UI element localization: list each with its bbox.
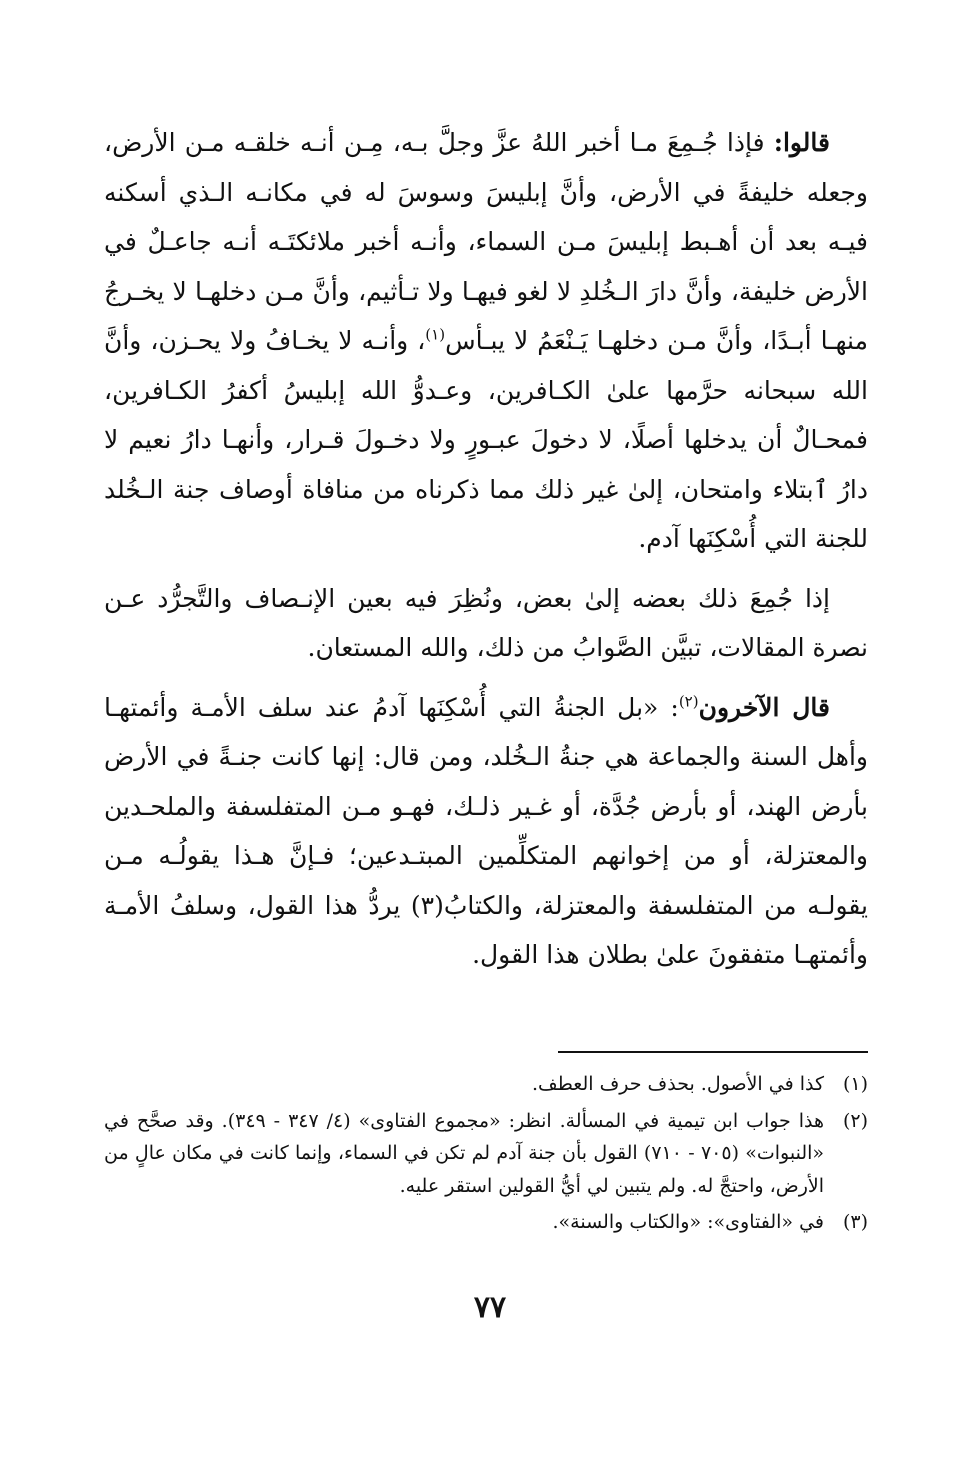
footnote-number: (١) — [842, 1073, 868, 1095]
footnote-text: هذا جواب ابن تيمية في المسألة. انظر: «مجموع الفتاوى» (٤/ ٣٤٧ - ٣٤٩). وقد صحَّح في «النبوات» (٧٠٥ - ٧١٠) القول بأن جنة آدم لم تكن في السماء، وإنما كانت في مكان عالٍ من الأرض، واحتجَّ له. ولم يتبين لي أيُّ القولين استقر عليه. — [104, 1109, 825, 1197]
footnotes — [104, 1068, 868, 1243]
footnote-text: كذا في الأصول. بحذف حرف العطف. — [532, 1073, 824, 1095]
paragraph-text-continued: ، وأنـه لا يخـافُ ولا يحـزن، وأنَّ الله سبحانه حرَّمها علىٰ الكـافرين، وعـدوُّ الله إبليسُ أكفرُ الكـافرين، فمحـالٌ أن يدخلها أصلًا، لا دخولَ عبـورٍ ولا دخـولَ قـرار، وأنهـا دارُ نعيم لا دارُ ٱبتلاء وامتحان، إلىٰ غير ذلك مما ذكرناه من منافاة أوصاف جنة الـخُلد للجنة التي أُسْكِنَها آدم. — [104, 326, 868, 553]
paragraph-text: فإذا جُـمِعَ مـا أخبر اللهُ عزَّ وجلَّ بـه، مِـن أنـه خلقـه مـن الأرض، وجعله خليفةً في الأرض، وأنَّ إبليسَ وسوسَ له في مكانـه الـذي أسكنه فيـه بعد أن أهـبط إبليسَ مـن السماء، وأنـه أخبر ملائكتَـه أنـه جاعـلٌ في الأرض خليفة، وأنَّ دارَ الـخُلدِ لا لغو فيهـا ولا تـأثيم، وأنَّ مـن دخلهـا لا يخـرجُ منهـا أبـدًا، وأنَّ مـن دخلهـا يَـنْعَمُ لا يبـأس — [104, 128, 868, 355]
footnote-3 — [104, 1206, 868, 1239]
footnote-number: (٢) — [842, 1109, 868, 1132]
paragraph-3 — [104, 683, 868, 980]
paragraph-lead: قال الآخرون — [698, 692, 830, 722]
footnote-ref-2: (٢) — [678, 692, 699, 711]
footnote-text: في «الفتاوى»: «والكتاب والسنة». — [552, 1211, 824, 1233]
footnote-ref-1: (١) — [425, 325, 446, 344]
paragraph-text: إذا جُمِعَ ذلك بعضه إلىٰ بعض، ونُظِرَ فيه بعين الإنـصاف والتَّجرُّد عـن نصرة المقالات، تبيَّن الصَّوابُ من ذلك، والله المستعان. — [104, 583, 868, 662]
paragraph-1 — [104, 118, 868, 564]
page-number: ٧٧ — [473, 1290, 507, 1325]
paragraph-text-continued: : «بل الجنةُ التي أُسْكِنَها آدمُ عند سلف الأمـة وأئمتهـا وأهل السنة والجماعة هي جنةُ الـخُلد، ومن قال: إنها كانت جنـةً في الأرض بأرض الهند، أو بأرض جُدَّة، أو غـير ذلـك، فهـو مـن المتفلسفة والملحـدين والمعتزلة، أو من إخوانهم المتكلِّمين المبتـدعين؛ فـإنَّ هـذا يقولُـه مـن يقولـه من المتفلسفة والمعتزلة، والكتابُ(٣) يردُّ هذا القول، وسلفُ الأمـة وأئمتهـا متفقونَ علىٰ بطلان هذا القول. — [104, 692, 868, 969]
footnote-separator — [558, 1051, 868, 1053]
paragraph-2 — [104, 574, 868, 673]
footnote-1 — [104, 1068, 868, 1101]
footnote-number: (٣) — [842, 1211, 868, 1233]
main-text — [104, 118, 868, 980]
paragraph-lead: قالوا: — [773, 128, 830, 157]
footnote-2 — [104, 1105, 868, 1203]
